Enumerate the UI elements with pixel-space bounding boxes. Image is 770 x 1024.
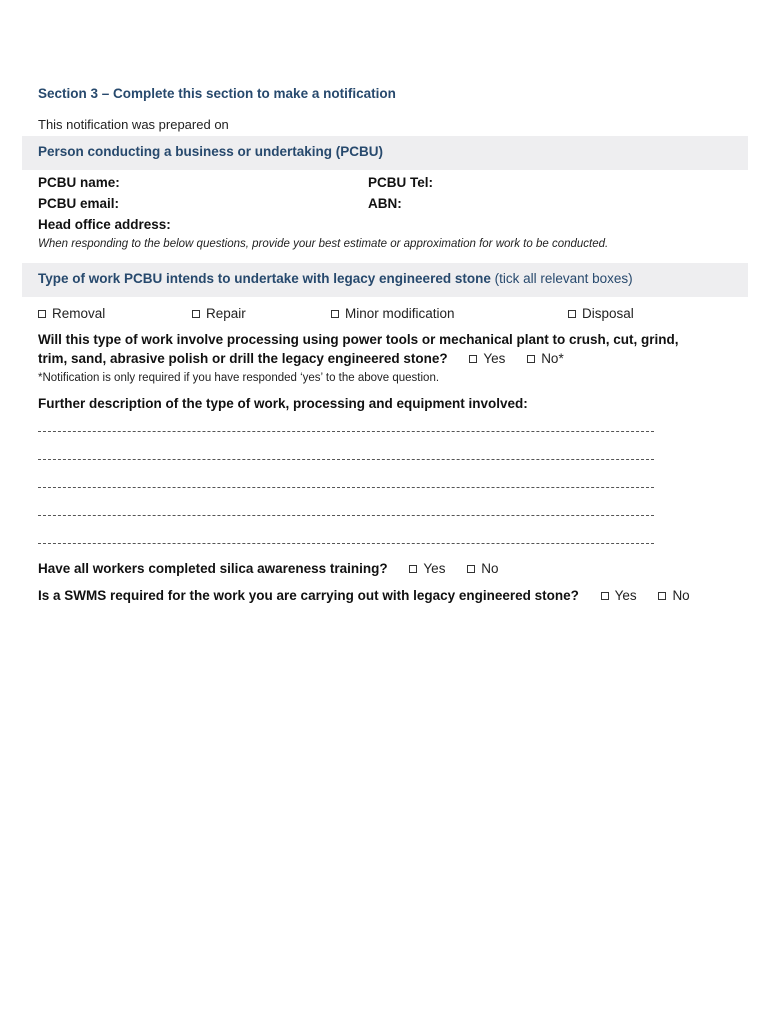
pcbu-name-label: PCBU name: bbox=[38, 175, 120, 190]
work-type-band bbox=[22, 263, 748, 297]
work-type-band-title bbox=[38, 271, 633, 286]
description-line-1[interactable] bbox=[38, 431, 654, 432]
option-removal-label: Removal bbox=[52, 306, 106, 321]
pcbu-email-label: PCBU email: bbox=[38, 196, 120, 211]
checkbox-icon[interactable] bbox=[469, 355, 477, 363]
checkbox-icon[interactable] bbox=[331, 310, 339, 318]
option-disposal-label: Disposal bbox=[582, 306, 634, 321]
processing-question-line1: Will this type of work involve processing using power tools or mechanical plant to crush, cut, grind, bbox=[38, 332, 679, 347]
processing-question-line2 bbox=[38, 351, 564, 366]
option-repair[interactable] bbox=[192, 306, 246, 321]
pcbu-band-title: Person conducting a business or undertaking (PCBU) bbox=[38, 144, 384, 159]
checkbox-icon[interactable] bbox=[467, 565, 475, 573]
description-label: Further description of the type of work, processing and equipment involved: bbox=[38, 396, 528, 411]
description-line-3[interactable] bbox=[38, 487, 654, 488]
description-line-5[interactable] bbox=[38, 543, 654, 544]
training-no-label: No bbox=[481, 561, 499, 576]
description-line-2[interactable] bbox=[38, 459, 654, 460]
abn-label: ABN: bbox=[368, 196, 402, 211]
processing-yes-label: Yes bbox=[483, 351, 506, 366]
training-no-option[interactable] bbox=[467, 561, 498, 576]
pcbu-band bbox=[22, 136, 748, 170]
checkbox-icon[interactable] bbox=[409, 565, 417, 573]
processing-no-option[interactable] bbox=[527, 351, 564, 366]
description-line-4[interactable] bbox=[38, 515, 654, 516]
option-disposal[interactable] bbox=[568, 306, 634, 321]
swms-no-label: No bbox=[672, 588, 690, 603]
head-office-address-label: Head office address: bbox=[38, 217, 171, 232]
swms-no-option[interactable] bbox=[658, 588, 689, 603]
swms-yes-option[interactable] bbox=[601, 588, 637, 603]
swms-question: Is a SWMS required for the work you are carrying out with legacy engineered stone? bbox=[38, 588, 579, 603]
checkbox-icon[interactable] bbox=[568, 310, 576, 318]
training-yes-option[interactable] bbox=[409, 561, 445, 576]
processing-yes-option[interactable] bbox=[469, 351, 505, 366]
processing-no-label: No* bbox=[541, 351, 564, 366]
option-repair-label: Repair bbox=[206, 306, 246, 321]
training-yes-label: Yes bbox=[423, 561, 446, 576]
swms-question-row bbox=[38, 588, 690, 603]
checkbox-icon[interactable] bbox=[658, 592, 666, 600]
checkbox-icon[interactable] bbox=[601, 592, 609, 600]
checkbox-icon[interactable] bbox=[38, 310, 46, 318]
section-heading: Section 3 – Complete this section to make a notification bbox=[38, 86, 396, 101]
pcbu-tel-label: PCBU Tel: bbox=[368, 175, 434, 190]
training-question-row bbox=[38, 561, 498, 576]
training-question: Have all workers completed silica awareness training? bbox=[38, 561, 388, 576]
processing-question-text: trim, sand, abrasive polish or drill the legacy engineered stone? bbox=[38, 351, 448, 366]
swms-yes-label: Yes bbox=[614, 588, 637, 603]
checkbox-icon[interactable] bbox=[192, 310, 200, 318]
option-minor-modification[interactable] bbox=[331, 306, 455, 321]
option-minor-modification-label: Minor modification bbox=[345, 306, 455, 321]
checkbox-icon[interactable] bbox=[527, 355, 535, 363]
work-type-hint: (tick all relevant boxes) bbox=[494, 271, 633, 286]
work-type-title-text: Type of work PCBU intends to undertake with legacy engineered stone bbox=[38, 271, 491, 286]
notification-note: *Notification is only required if you have responded ‘yes’ to the above question. bbox=[38, 372, 440, 384]
prepared-on-label: This notification was prepared on bbox=[38, 117, 229, 132]
option-removal[interactable] bbox=[38, 306, 105, 321]
estimate-note: When responding to the below questions, provide your best estimate or approximation for work to be conducted. bbox=[38, 238, 609, 250]
